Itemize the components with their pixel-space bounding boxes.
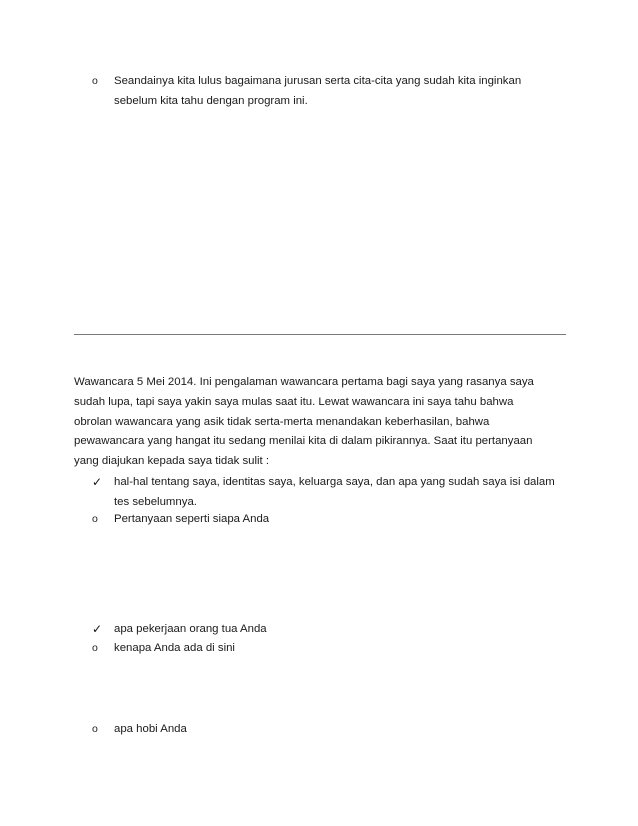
circle-bullet-icon: o xyxy=(92,642,98,654)
circle-bullet-icon: o xyxy=(92,75,98,87)
list-item xyxy=(92,473,562,512)
list-item xyxy=(92,620,562,640)
list-item xyxy=(92,639,562,659)
list-item-text: Pertanyaan seperti siapa Anda xyxy=(114,513,270,525)
list-item-top xyxy=(92,72,562,111)
checkmark-bullet-icon: ✓ xyxy=(92,475,103,489)
list-item xyxy=(92,510,562,530)
list-item-text: kenapa Anda ada di sini xyxy=(114,642,235,654)
interview-paragraph: Wawancara 5 Mei 2014. Ini pengalaman wawancara pertama bagi saya yang rasanya saya sudah lupa, tapi saya yakin saya mulas saat itu. Lewat wawancara ini saya tahu bahwa obrolan wawancara yang asik tidak serta-merta menandakan keberhasilan, bahwa pewawancara yang hangat itu sedang menilai kita di dalam pikirannya. Saat itu pertanyaan yang diajukan kepada saya tidak sulit : xyxy=(74,376,534,468)
horizontal-divider xyxy=(74,334,566,335)
list-item-text: apa hobi Anda xyxy=(114,723,187,735)
circle-bullet-icon: o xyxy=(92,513,98,525)
checkmark-bullet-icon: ✓ xyxy=(92,622,103,636)
list-item-text: hal-hal tentang saya, identitas saya, keluarga saya, dan apa yang sudah saya isi dalam tes sebelumnya. xyxy=(114,476,555,508)
list-item-text: Seandainya kita lulus bagaimana jurusan serta cita-cita yang sudah kita inginkan sebelum kita tahu dengan program ini. xyxy=(114,75,522,107)
circle-bullet-icon: o xyxy=(92,723,98,735)
list-item xyxy=(92,720,562,740)
list-item-text: apa pekerjaan orang tua Anda xyxy=(114,623,267,635)
